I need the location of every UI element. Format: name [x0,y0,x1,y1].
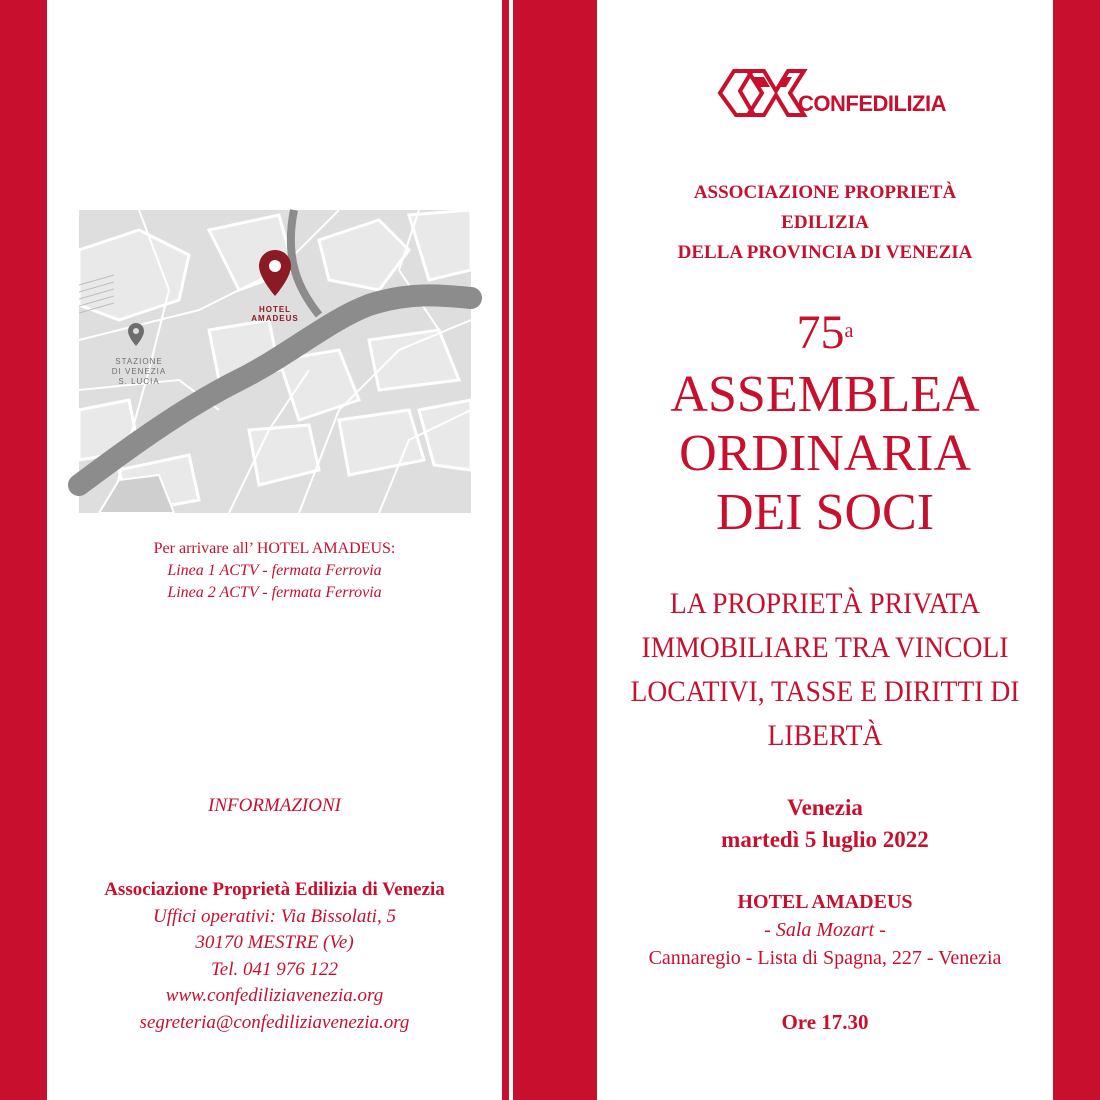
center-band-right [512,0,597,1100]
edition-number: 75$^a$ [796,306,854,359]
event-venue [597,888,1053,972]
directions-intro: Per arrivare all’ HOTEL AMADEUS: [153,540,396,557]
event-theme [615,582,1035,758]
contact-office: Uffici operativi: Via Bissolati, 5 [153,905,396,927]
venue-address: Cannaregio - Lista di Spagna, 227 - Venezia [648,947,1002,969]
confedilizia-logo [718,67,946,119]
map-pin-icon [259,250,291,296]
station-map-label: STAZIONE DI VENEZIA S. LUCIA [111,357,167,386]
event-date: martedì 5 luglio 2022 [721,827,929,852]
directions-caption [47,538,502,604]
assembly-line-3: DEI SOCI [715,484,935,541]
venue-hotel: HOTEL AMADEUS [737,891,913,913]
contact-email[interactable]: segreteria@confediliziavenezia.org [139,1011,410,1033]
map-pin-icon [128,323,144,346]
contact-phone: Tel. 041 976 122 [210,958,339,980]
info-title: INFORMAZIONI [208,795,341,816]
directions-line-2: Linea 2 ACTV - fermata Ferrovia [167,584,382,601]
contact-block [47,877,502,1036]
assembly-title [597,365,1053,542]
left-edge-band [0,0,47,1100]
hotel-map-label: HOTEL AMADEUS [251,305,299,323]
theme-line-4: LIBERTÀ [767,719,883,752]
theme-line-1: LA PROPRIETÀ PRIVATA [669,587,981,620]
association-line-1: ASSOCIAZIONE PROPRIETÀ [693,182,957,203]
theme-line-2: IMMOBILIARE TRA VINCOLI [641,631,1009,664]
event-when [597,792,1053,856]
contact-website[interactable]: www.confediliziavenezia.org [165,985,384,1006]
association-name [597,178,1053,268]
contact-organization: Associazione Proprietà Edilizia di Venezia [104,879,445,900]
association-line-2: EDILIZIA [781,212,869,233]
right-edge-band [1053,0,1100,1100]
svg-text:CONFEDILIZIA: CONFEDILIZIA [798,91,946,116]
center-band-divider [509,0,513,1100]
event-time: Ore 17.30 [781,1010,869,1034]
location-map [79,210,471,513]
directions-line-1: Linea 1 ACTV - fermata Ferrovia [167,562,382,579]
event-city: Venezia [787,795,863,820]
theme-line-3: LOCATIVI, TASSE E DIRITTI DI [630,675,1020,708]
assembly-line-1: ASSEMBLEA [670,366,980,423]
association-line-3: DELLA PROVINCIA DI VENEZIA [677,242,973,263]
venue-room: - Sala Mozart - [764,919,886,941]
contact-city: 30170 MESTRE (Ve) [195,932,354,953]
assembly-line-2: ORDINARIA [679,425,971,482]
